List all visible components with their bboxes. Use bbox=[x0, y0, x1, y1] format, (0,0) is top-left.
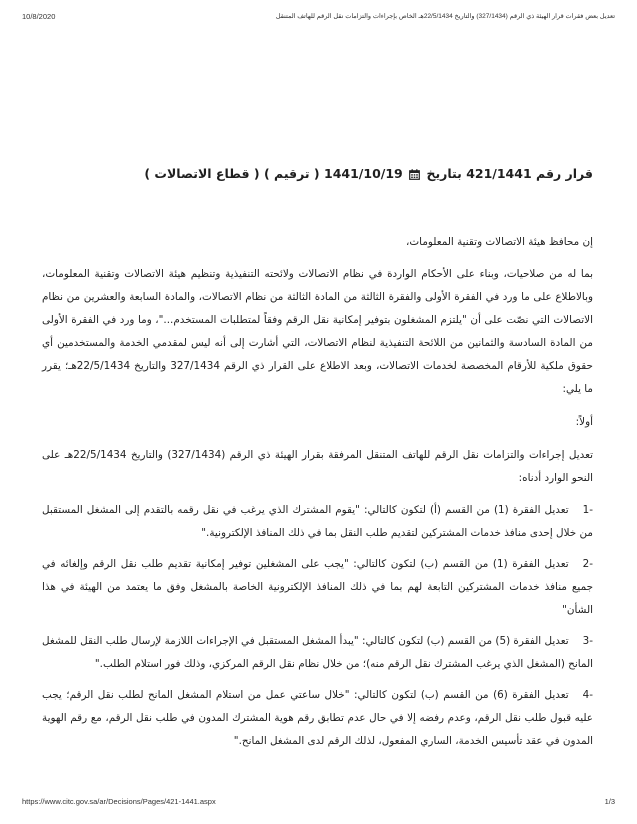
preamble: بما له من صلاحيات، وبناء على الأحكام الواردة في نظام الاتصالات ولائحته التنفيذية وتنظيم هيئة الاتصالات وتقنية المعلومات، وبالاطلاع على ما ورد في الفقرة الأولى والفقرة الثالثة من المادة الثالثة من نظام الاتصالات، والمادة السابعة والعشرين من نظام الاتصالات التي نصّت على أن "يلتزم المشغلون بتوفير إمكانية نقل الرقم وفقاً لمتطلبات المستخدم..."، وما ورد في الفقرة الأولى من المادة السادسة والثمانين من اللائحة التنفيذية لنظام الاتصالات، التي أشارت إلى أنه ليس لمقدمي الخدمة والمستخدمين أي حقوق ملكية للأرقام المخصصة لخدمات الاتصالات، وبعد الاطلاع على القرار ذي الرقم 327/1434 والتاريخ 22/5/1434هـ؛ يقرر ما يلي: bbox=[42, 268, 593, 395]
print-date: 10/8/2020 bbox=[22, 12, 56, 21]
list-item-text: تعديل الفقرة (6) من القسم (ب) لتكون كالتالي: "خلال ساعتي عمل من استلام المشغل المانح لطلب نقل الرقم؛ يجب عليه قبول طلب نقل الرقم، وعدم رفضه إلا في حال عدم تطابق رقم هوية المشترك المدون في طلب نقل الرقم، مع رقم الهوية المدون في عقد تأسيس الخدمة، الساري المفعول، لذلك الرقم لدى المشغل المانح." bbox=[42, 689, 593, 747]
decision-date: 1441/10/19 bbox=[324, 166, 403, 181]
list-item-number: -1 bbox=[582, 504, 594, 516]
decision-date-label: بتاريخ bbox=[426, 166, 462, 181]
calendar-icon bbox=[409, 169, 420, 180]
page-number: 1/3 bbox=[604, 797, 615, 806]
list-item-text: تعديل الفقرة (5) من القسم (ب) لتكون كالتالي: "يبدأ المشغل المستقبل في الإجراءات اللازمة لإرسال طلب النقل للمشغل المانح (المشغل الذي يرغب المشترك نقل الرقم منه)؛ من خلال نظام نقل الرقم المركزي، وذلك فور استلام الطلب." bbox=[42, 635, 593, 670]
list-item bbox=[42, 553, 593, 622]
list-item-number: -4 bbox=[582, 689, 593, 701]
list-item-number: -3 bbox=[582, 635, 593, 647]
greeting: إن محافظ هيئة الاتصالات وتقنية المعلومات، bbox=[406, 236, 593, 248]
document-body bbox=[42, 166, 593, 761]
section-intro: تعديل إجراءات والتزامات نقل الرقم للهاتف المتنقل المرفقة بقرار الهيئة ذي الرقم (327/1434) والتاريخ 22/5/1434هـ على النحو الوارد أدناه: bbox=[42, 449, 593, 484]
print-page-title: تعديل بعض فقرات قرار الهيئة ذي الرقم (327/1434) والتاريخ 22/5/1434هـ الخاص بإجراءات والتزامات نقل الرقم للهاتف المتنقل bbox=[275, 13, 615, 20]
decision-heading bbox=[42, 166, 593, 181]
list-item-text: تعديل الفقرة (1) من القسم (أ) لتكون كالتالي: "يقوم المشترك الذي يرغب في نقل رقمه بالتقدم إلى المشغل المستقبل من خلال إحدى منافذ خدمات المشتركين لتقديم طلب النقل بما في ذلك المنافذ الإلكترونية." bbox=[42, 504, 593, 539]
list-item bbox=[42, 630, 593, 676]
list-item-text: تعديل الفقرة (1) من القسم (ب) لتكون كالتالي: "يجب على المشغلين توفير إمكانية تقديم طلب نقل الرقم وإلغائه في جميع منافذ خدمات المشتركين التابعة لهم بما في ذلك المنافذ الإلكترونية الخاصة بالمشغل وفق ما يعتمد من الهيئة في هذا الشأن" bbox=[42, 558, 593, 616]
decision-number-label: قرار رقم bbox=[536, 166, 593, 181]
decision-sector: ( قطاع الاتصالات ) bbox=[144, 166, 260, 181]
print-url: https://www.citc.gov.sa/ar/Decisions/Pages/421-1441.aspx bbox=[22, 797, 216, 806]
list-item bbox=[42, 684, 593, 753]
section-label-first: أولاً: bbox=[575, 416, 593, 428]
decision-number: 421/1441 bbox=[466, 166, 532, 181]
decision-type: ( ترقيم ) bbox=[263, 166, 320, 181]
list-item bbox=[42, 499, 593, 545]
list-item-number: -2 bbox=[582, 558, 593, 570]
